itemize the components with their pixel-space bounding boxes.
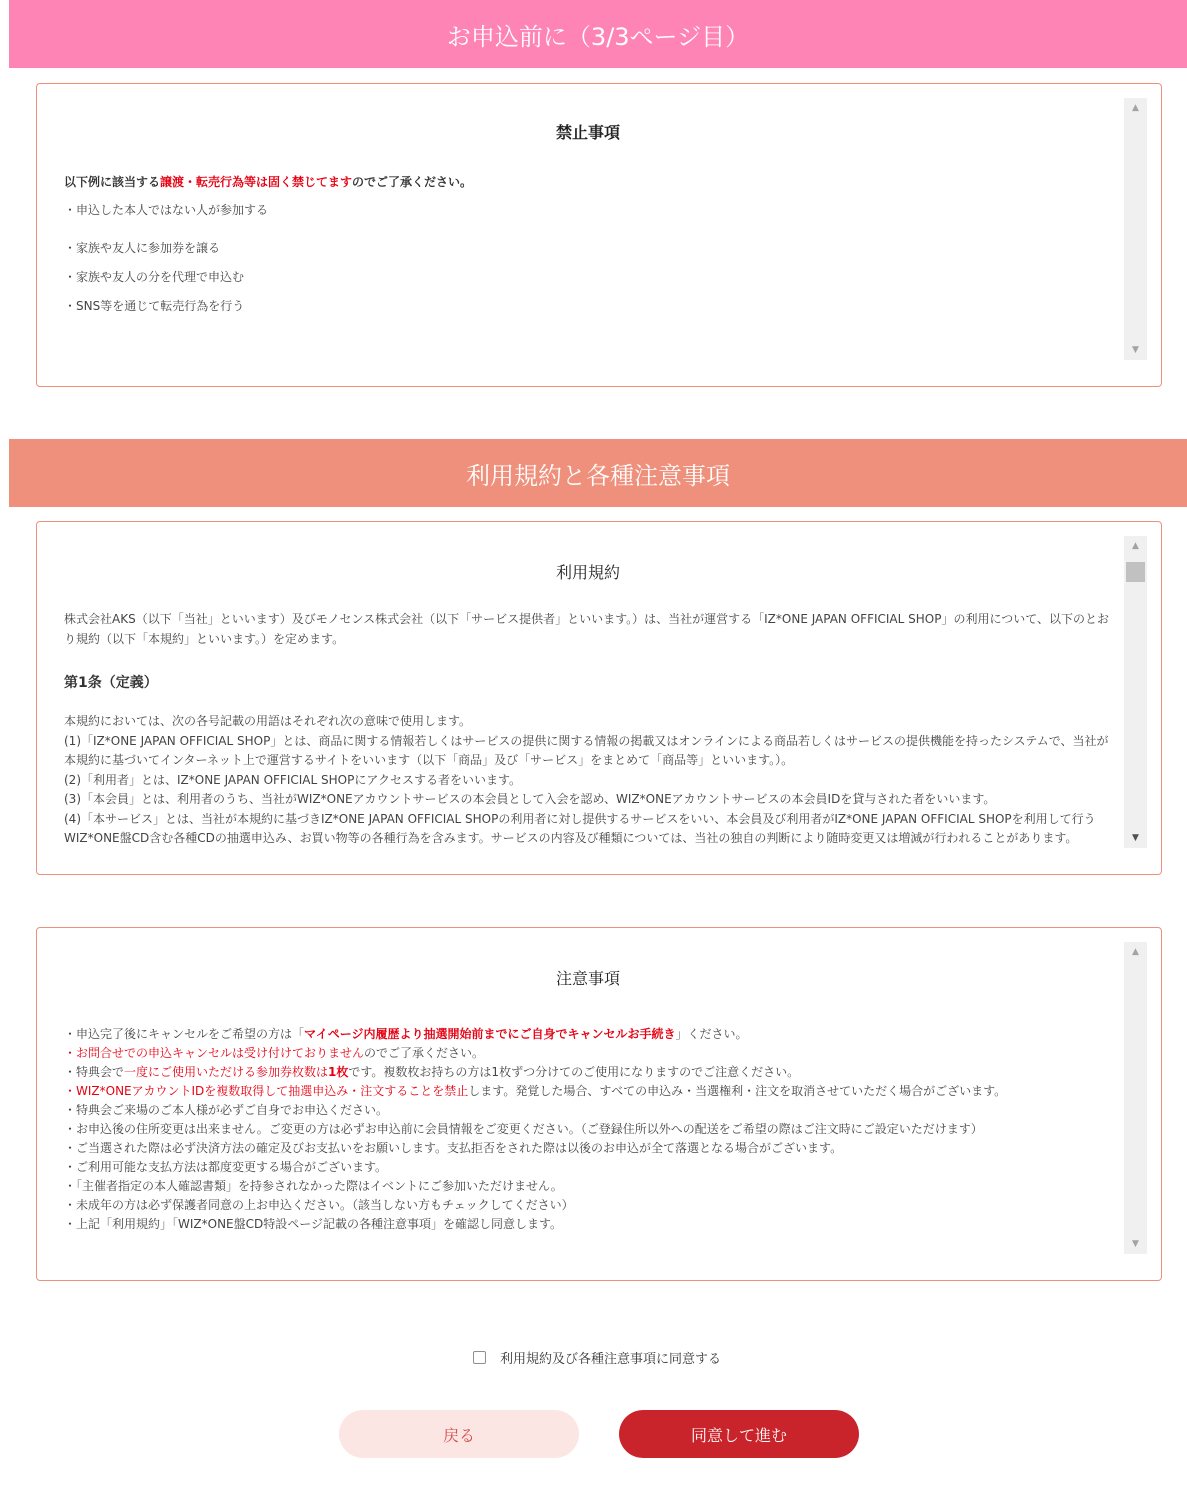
prohibited-item: ・家族や友人に参加券を譲る: [64, 241, 221, 255]
notes-item: ・ご当選された際は必ず決済方法の確定及びお支払いをお願いします。支払拒否をされた際は以後のお申込が全て落選となる場合がございます。: [64, 1141, 843, 1155]
notes-box: [36, 927, 1162, 1281]
notes-item: ・未成年の方は必ず保護者同意の上お申込ください。（該当しない方もチェックしてください）: [64, 1198, 574, 1212]
scroll-up-icon[interactable]: ▲: [1132, 947, 1139, 957]
terms-title: 利用規約: [555, 563, 620, 582]
agree-and-proceed-button[interactable]: [619, 1410, 859, 1458]
scroll-down-icon[interactable]: ▼: [1132, 1239, 1139, 1249]
notes-item: ・「主催者指定の本人確認書類」を持参されなかった際はイベントにご参加いただけません。: [64, 1179, 563, 1193]
notes-emphasis: ・WIZ*ONEアカウントIDを複数取得して抽選申込み・注文することを禁止: [64, 1084, 469, 1098]
back-button[interactable]: [339, 1410, 579, 1458]
page-header-apply: [9, 0, 1187, 68]
notes-item: [64, 1044, 1124, 1063]
scroll-thumb[interactable]: [1126, 562, 1145, 582]
prohibited-item: ・家族や友人の分を代理で申込む: [64, 270, 245, 284]
scroll-down-icon[interactable]: ▼: [1132, 833, 1139, 843]
terms-line: (4)「本サービス」とは、当社が本規約に基づきIZ*ONE JAPAN OFFICIAL SHOPの利用者に対し提供するサービスをいい、本会員及び利用者がIZ*ONE JAPAN OFFICIAL SHOPを利用して行うWIZ*ONE盤CD含む各種CDの抽選申込み、お買い物等の各種行為を含みます。サービスの内容及び種類については、当社の独自の判断により随時変更又は増減が行われることがあります。: [64, 811, 1096, 845]
notes-item: [64, 1063, 1124, 1082]
notes-item: ・特典会ご来場のご本人様が必ずご自身でお申込ください。: [64, 1103, 389, 1117]
prohibited-item: ・SNS等を通じて転売行為を行う: [64, 299, 245, 313]
scroll-down-icon[interactable]: ▼: [1132, 345, 1139, 355]
section-header-title: 利用規約と各種注意事項: [466, 461, 730, 490]
agree-checkbox[interactable]: [473, 1351, 486, 1364]
terms-article-heading: 第1条（定義）: [64, 675, 158, 691]
notes-emphasis: マイページ内履歴より抽選開始前までにご自身でキャンセルお手続き: [304, 1027, 676, 1041]
prohibited-box: [36, 83, 1162, 387]
prohibited-lead-text: 以下例に該当する: [64, 175, 161, 189]
notes-text: 」ください。: [675, 1027, 748, 1041]
terms-scroll-area[interactable]: [38, 534, 1148, 850]
notes-emphasis: 一度にご使用いただける参加券枚数は: [124, 1065, 329, 1079]
notes-item: ・お申込後の住所変更は出来ません。ご変更の方は必ずお申込前に会員情報をご変更ください。（ご登録住所以外への配送をご希望の際はご注文時にご設定いただけます）: [64, 1122, 983, 1136]
notes-emphasis: ・お問合せでの申込キャンセルは受け付けておりません: [64, 1046, 365, 1060]
terms-line: (3)「本会員」とは、利用者のうち、当社がWIZ*ONEアカウントサービスの本会員として入会を認め、WIZ*ONEアカウントサービスの本会員IDを貸与された者をいいます。: [64, 792, 996, 806]
next-button-label: 同意して進む: [690, 1425, 787, 1445]
notes-item: [64, 1082, 1124, 1101]
notes-emphasis-bold: 1枚: [328, 1065, 349, 1079]
back-button-label: 戻る: [442, 1425, 475, 1445]
notes-item: ・ご利用可能な支払方法は都度変更する場合がございます。: [64, 1160, 388, 1174]
notes-text: します。発覚した場合、すべての申込み・当選権利・注文を取消させていただく場合がございます。: [468, 1084, 1007, 1098]
notes-text: です。複数枚お持ちの方は1枚ずつ分けてのご使用になりますのでご注意ください。: [348, 1065, 800, 1079]
terms-intro: 株式会社AKS（以下「当社」といいます）及びモノセンス株式会社（以下「サービス提供者」といいます。）は、当社が運営する「IZ*ONE JAPAN OFFICIAL SHOP」の利用について、以下のとおり規約（以下「本規約」といいます。）を定めます。: [64, 612, 1109, 646]
terms-line: (2)「利用者」とは、IZ*ONE JAPAN OFFICIAL SHOPにアクセスする者をいいます。: [64, 772, 522, 787]
prohibited-title: 禁止事項: [555, 123, 620, 142]
terms-box: [36, 521, 1162, 875]
notes-list: [64, 1025, 1124, 1234]
notes-item: ・上記「利用規約」「WIZ*ONE盤CD特設ページ記載の各種注意事項」を確認し同意します。: [64, 1217, 563, 1231]
prohibited-item: ・申込した本人ではない人が参加する: [64, 203, 269, 217]
prohibited-scrollbar[interactable]: [1124, 98, 1147, 360]
terms-scrollbar[interactable]: [1124, 536, 1147, 848]
section-header-terms: [9, 439, 1187, 507]
notes-text: のでご了承ください。: [364, 1046, 485, 1060]
terms-line: (1)「IZ*ONE JAPAN OFFICIAL SHOP」とは、商品に関する情報若しくはサービスの提供に関する情報の掲載又はオンラインによる商品若しくはサービスの提供機能を持ったシステムで、当社が本規約に基づいてインターネット上で運営するサイトをいいます（以下「商品」及び「サービス」をまとめて「商品等」といいます。）。: [64, 733, 1109, 767]
agree-label: 利用規約及び各種注意事項に同意する: [500, 1352, 722, 1367]
notes-title: 注意事項: [555, 969, 620, 988]
notes-scroll-area[interactable]: [38, 940, 1148, 1256]
notes-scrollbar[interactable]: [1124, 942, 1147, 1254]
prohibited-scroll-area[interactable]: [38, 96, 1148, 358]
page-header-title: お申込前に（3/3ページ目）: [446, 22, 750, 51]
agree-checkbox-row[interactable]: [473, 1348, 721, 1367]
terms-article-body: [64, 712, 1112, 849]
scroll-up-icon[interactable]: ▲: [1132, 103, 1139, 113]
prohibited-lead-emphasis: 譲渡・転売行為等は固く禁じてます: [160, 175, 353, 189]
terms-line: 本規約においては、次の各号記載の用語はそれぞれ次の意味で使用します。: [64, 714, 472, 728]
notes-item: [64, 1025, 1124, 1044]
notes-text: ・申込完了後にキャンセルをご希望の方は「: [64, 1027, 305, 1041]
prohibited-lead-tail: のでご了承ください。: [352, 175, 473, 189]
scroll-up-icon[interactable]: ▲: [1132, 541, 1139, 551]
prohibited-lead: [64, 173, 472, 190]
notes-text: ・特典会で: [64, 1065, 125, 1079]
